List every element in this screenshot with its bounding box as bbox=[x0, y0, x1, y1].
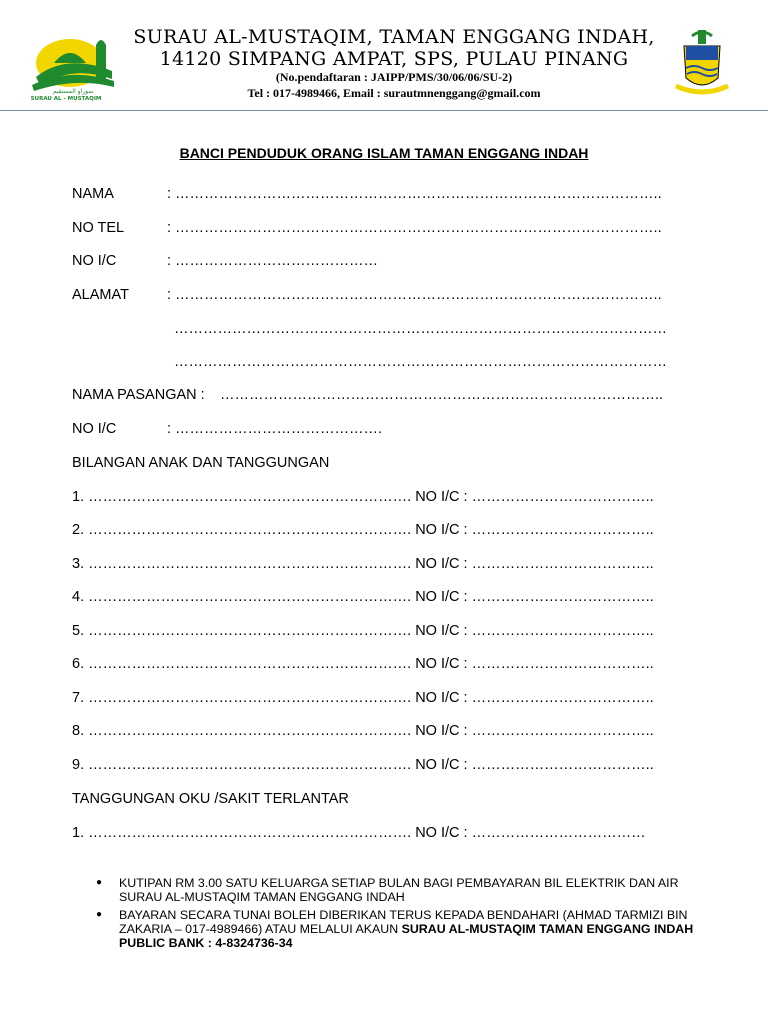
child-name-field[interactable]: …………………………………………………………. bbox=[88, 690, 412, 706]
child-row bbox=[72, 690, 654, 706]
child-num: 1. bbox=[72, 489, 85, 505]
oku-section-heading: TANGGUNGAN OKU /SAKIT TERLANTAR bbox=[72, 791, 349, 807]
child-ic-field[interactable]: ……………………………….. bbox=[471, 489, 654, 505]
pasangan-label: NAMA PASANGAN : bbox=[72, 387, 205, 403]
child-num: 9. bbox=[72, 757, 85, 773]
child-row bbox=[72, 522, 654, 538]
bullet-icon: ● bbox=[96, 877, 103, 888]
child-row bbox=[72, 757, 654, 773]
child-num: 7. bbox=[72, 690, 85, 706]
child-ic-label: NO I/C : bbox=[415, 556, 468, 572]
child-ic-label: NO I/C : bbox=[415, 489, 468, 505]
alamat-field-line2[interactable]: ………………………………………………………………………………………… bbox=[174, 321, 667, 337]
child-ic-field[interactable]: ……………………………….. bbox=[471, 757, 654, 773]
alamat-field-line3[interactable]: ………………………………………………………………………………………… bbox=[174, 354, 667, 370]
child-ic-field[interactable]: ……………………………….. bbox=[471, 690, 654, 706]
pasangan-field[interactable]: ……………………………………………………………………………….. bbox=[220, 387, 664, 403]
child-ic-label: NO I/C : bbox=[415, 757, 468, 773]
child-name-field[interactable]: …………………………………………………………. bbox=[88, 556, 412, 572]
bullet-icon: ● bbox=[96, 909, 103, 920]
oku-row bbox=[72, 825, 646, 841]
pasangan-noic-field[interactable]: : ……………………………………. bbox=[167, 421, 383, 437]
child-name-field[interactable]: …………………………………………………………. bbox=[88, 623, 412, 639]
note-item bbox=[96, 876, 706, 904]
header-registration: (No.pendaftaran : JAIPP/PMS/30/06/06/SU-2) bbox=[275, 70, 513, 84]
alamat-label: ALAMAT bbox=[72, 287, 129, 303]
noic-label: NO I/C bbox=[72, 253, 117, 269]
child-row bbox=[72, 723, 654, 739]
child-num: 6. bbox=[72, 656, 85, 672]
child-ic-label: NO I/C : bbox=[415, 690, 468, 706]
child-num: 5. bbox=[72, 623, 85, 639]
child-name-field[interactable]: …………………………………………………………. bbox=[88, 522, 412, 538]
oku-name-field[interactable]: …………………………………………………………. bbox=[88, 825, 412, 841]
notes-list bbox=[96, 876, 706, 954]
child-row bbox=[72, 623, 654, 639]
note-text: KUTIPAN RM 3.00 SATU KELUARGA SETIAP BULAN BAGI PEMBAYARAN BIL ELEKTRIK DAN AIR SURAU AL-MUSTAQIM TAMAN ENGGANG INDAH bbox=[119, 876, 679, 904]
child-row bbox=[72, 589, 654, 605]
child-ic-field[interactable]: ……………………………….. bbox=[471, 656, 654, 672]
child-num: 2. bbox=[72, 522, 85, 538]
child-name-field[interactable]: …………………………………………………………. bbox=[88, 589, 412, 605]
note-account-text: SURAU AL-MUSTAQIM TAMAN ENGGANG INDAH PUBLIC BANK : 4-8324736-34 bbox=[119, 922, 694, 950]
note-item bbox=[96, 908, 706, 950]
child-row bbox=[72, 489, 654, 505]
oku-ic-label: NO I/C : bbox=[415, 825, 468, 841]
child-ic-field[interactable]: ……………………………….. bbox=[471, 556, 654, 572]
notel-field[interactable]: : ……………………………………………………………………………………….. bbox=[167, 220, 662, 236]
nama-field[interactable]: : ……………………………………………………………………………………….. bbox=[167, 186, 662, 202]
child-ic-field[interactable]: ……………………………….. bbox=[471, 723, 654, 739]
child-ic-label: NO I/C : bbox=[415, 589, 468, 605]
child-num: 8. bbox=[72, 723, 85, 739]
child-ic-field[interactable]: ……………………………….. bbox=[471, 522, 654, 538]
header-title-line2: 14120 SIMPANG AMPAT, SPS, PULAU PINANG bbox=[159, 48, 629, 70]
child-row bbox=[72, 656, 654, 672]
noic-field[interactable]: : …………………………………… bbox=[167, 253, 379, 269]
logo-text: SURAU AL - MUSTAQIM bbox=[30, 96, 102, 101]
child-num: 4. bbox=[72, 589, 85, 605]
logo-arabic-text: سوراو المستقيم bbox=[52, 88, 94, 95]
child-ic-label: NO I/C : bbox=[415, 656, 468, 672]
child-ic-label: NO I/C : bbox=[415, 522, 468, 538]
child-name-field[interactable]: …………………………………………………………. bbox=[88, 656, 412, 672]
child-name-field[interactable]: …………………………………………………………. bbox=[88, 723, 412, 739]
child-row bbox=[72, 556, 654, 572]
nama-label: NAMA bbox=[72, 186, 114, 202]
child-name-field[interactable]: …………………………………………………………. bbox=[88, 757, 412, 773]
header-divider bbox=[0, 110, 768, 111]
alamat-field-line1[interactable]: : ……………………………………………………………………………………….. bbox=[167, 287, 662, 303]
child-ic-field[interactable]: ……………………………….. bbox=[471, 623, 654, 639]
note-text: BAYARAN SECARA TUNAI BOLEH DIBERIKAN TERUS KEPADA BENDAHARI (AHMAD TARMIZI BIN ZAKARIA – 017-4989466) ATAU MELALUI AKAUN bbox=[119, 908, 688, 936]
notel-label: NO TEL bbox=[72, 220, 125, 236]
child-name-field[interactable]: …………………………………………………………. bbox=[88, 489, 412, 505]
child-ic-field[interactable]: ……………………………….. bbox=[471, 589, 654, 605]
form-title: BANCI PENDUDUK ORANG ISLAM TAMAN ENGGANG INDAH bbox=[179, 145, 589, 161]
header-contact: Tel : 017-4989466, Email : surautmnenggang@gmail.com bbox=[247, 86, 541, 100]
oku-num: 1. bbox=[72, 825, 85, 841]
oku-ic-field[interactable]: ……………………………… bbox=[471, 825, 646, 841]
child-ic-label: NO I/C : bbox=[415, 623, 468, 639]
child-ic-label: NO I/C : bbox=[415, 723, 468, 739]
header-title-line1: SURAU AL-MUSTAQIM, TAMAN ENGGANG INDAH, bbox=[133, 26, 655, 48]
pasangan-noic-label: NO I/C bbox=[72, 421, 117, 437]
child-num: 3. bbox=[72, 556, 85, 572]
children-section-heading: BILANGAN ANAK DAN TANGGUNGAN bbox=[72, 455, 330, 471]
